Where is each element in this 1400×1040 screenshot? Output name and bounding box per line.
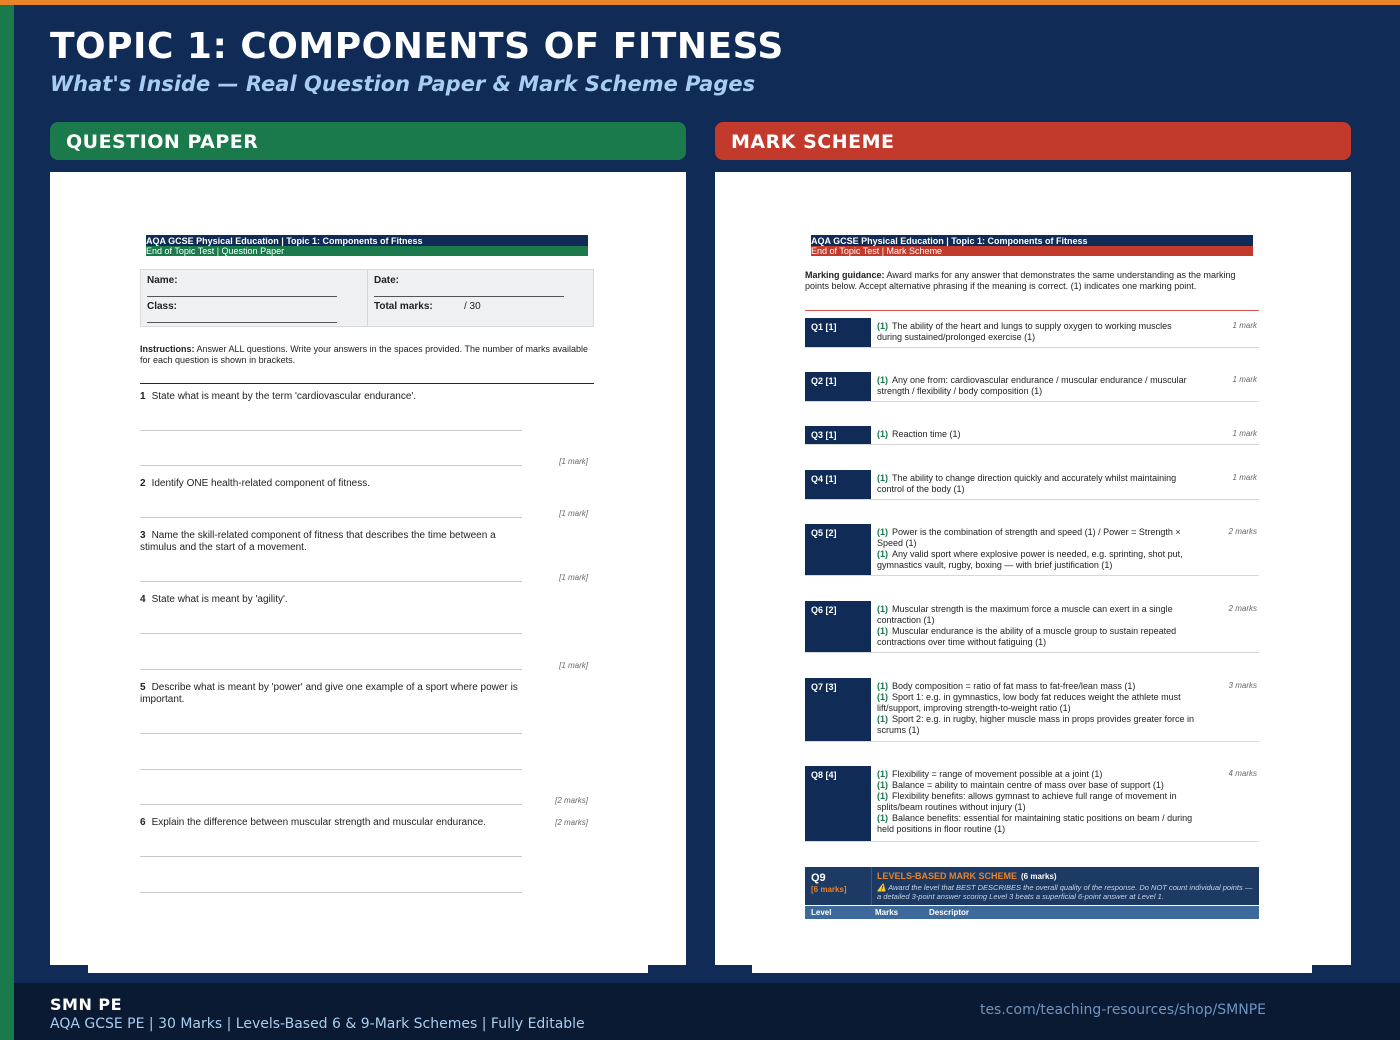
- question-text: Identify ONE health-related component of fitness.: [151, 478, 371, 489]
- ms-doc-title: AQA GCSE Physical Education | Topic 1: Components of Fitness: [811, 235, 1253, 246]
- row-marks: 1 mark: [1232, 473, 1257, 482]
- answer-line[interactable]: [140, 892, 522, 893]
- question-number: 4: [140, 594, 146, 605]
- question-marks: [1 mark]: [559, 573, 588, 582]
- mark-indicator: (1): [877, 626, 888, 636]
- mark-indicator: (1): [877, 527, 888, 537]
- row-marks: 2 marks: [1228, 604, 1257, 613]
- question-cell: Q2 [1]: [805, 372, 871, 401]
- mark-scheme-row-q3: [805, 426, 1259, 445]
- name-label: Name:: [147, 275, 178, 286]
- mark-indicator: (1): [877, 692, 888, 702]
- levels-note: ⚠️ Award the level that BEST DESCRIBES the overall quality of the response. Do NOT count individual points — a detailed 3-point answer scoring Level 3 beats a superficial 6-point answer at Level 1.: [877, 883, 1253, 901]
- point-text: The ability to change direction quickly and accurately whilst maintaining control of the body (1): [877, 473, 1177, 494]
- levels-table-header: [805, 906, 1259, 919]
- page-title: TOPIC 1: COMPONENTS OF FITNESS: [50, 26, 784, 67]
- mark-scheme-header: MARK SCHEME: [715, 122, 1351, 160]
- question-text: Describe what is meant by 'power' and give one example of a sport where power is important.: [140, 682, 518, 705]
- question-text: State what is meant by 'agility'.: [151, 594, 288, 605]
- marking-point: [877, 769, 1199, 780]
- levels-title: [877, 871, 1057, 881]
- marking-point: [877, 321, 1199, 343]
- answer-line[interactable]: [140, 517, 522, 518]
- point-text: Flexibility benefits: allows gymnast to achieve full range of movement in splits/beam routines without injury (1): [877, 791, 1177, 812]
- footer-bar: [14, 983, 1400, 1040]
- total-marks-value: / 30: [464, 301, 481, 312]
- class-field[interactable]: [147, 322, 337, 323]
- levels-based-scheme-q9: [805, 867, 1259, 905]
- question-2: [140, 478, 520, 490]
- info-divider: [367, 270, 368, 327]
- mark-scheme-row-q1: [805, 318, 1259, 348]
- marking-points: [877, 429, 1199, 440]
- question-cell: Q5 [2]: [805, 524, 871, 575]
- question-marks: [2 marks]: [555, 796, 588, 805]
- marking-point: [877, 791, 1199, 813]
- mark-indicator: (1): [877, 375, 888, 385]
- page-subtitle: What's Inside — Real Question Paper & Mark Scheme Pages: [50, 72, 756, 96]
- marking-point: [877, 549, 1199, 571]
- marking-points: [877, 681, 1199, 736]
- question-number: 2: [140, 478, 146, 489]
- question-paper-page: [50, 172, 686, 965]
- mark-indicator: (1): [877, 681, 888, 691]
- marking-points: [877, 321, 1199, 343]
- point-text: Reaction time (1): [892, 429, 961, 439]
- qp-doc-title: AQA GCSE Physical Education | Topic 1: Components of Fitness: [146, 235, 588, 246]
- mark-indicator: (1): [877, 791, 888, 801]
- question-marks: [1 mark]: [559, 457, 588, 466]
- footer-tagline: AQA GCSE PE | 30 Marks | Levels-Based 6 & 9-Mark Schemes | Fully Editable: [50, 1016, 585, 1032]
- point-text: Any one from: cardiovascular endurance / muscular endurance / muscular strength / flexibility / body composition (1): [877, 375, 1187, 396]
- marking-points: [877, 527, 1199, 571]
- question-number: 6: [140, 817, 146, 828]
- qp-document-header: [146, 235, 588, 256]
- row-marks: 1 mark: [1232, 321, 1257, 330]
- mark-indicator: (1): [877, 604, 888, 614]
- mark-scheme-row-q5: [805, 524, 1259, 576]
- point-text: Body composition = ratio of fat mass to fat-free/lean mass (1): [892, 681, 1136, 691]
- brand-name: SMN PE: [50, 995, 123, 1014]
- mark-indicator: (1): [877, 473, 888, 483]
- point-text: Sport 2: e.g. in rugby, higher muscle mass in props provides greater force in scrums (1): [877, 714, 1194, 735]
- instructions-label: Instructions:: [140, 344, 195, 354]
- answer-line[interactable]: [140, 633, 522, 634]
- answer-line[interactable]: [140, 804, 522, 805]
- point-text: Power is the combination of strength and speed (1) / Power = Strength × Speed (1): [877, 527, 1181, 548]
- point-text: Sport 1: e.g. in gymnastics, low body fat reduces weight the athlete must lift/support, improving strength-to-weight ratio (1): [877, 692, 1181, 713]
- answer-line[interactable]: [140, 733, 522, 734]
- question-number: 3: [140, 530, 146, 541]
- ms-doc-subtitle: End of Topic Test | Mark Scheme: [811, 246, 1253, 256]
- date-field[interactable]: [374, 296, 564, 297]
- mark-indicator: (1): [877, 813, 888, 823]
- point-text: Flexibility = range of movement possible at a joint (1): [892, 769, 1103, 779]
- mark-indicator: (1): [877, 321, 888, 331]
- marking-point: [877, 714, 1199, 736]
- name-field[interactable]: [147, 296, 337, 297]
- mark-indicator: (1): [877, 780, 888, 790]
- marking-point: [877, 473, 1199, 495]
- question-cell: Q3 [1]: [805, 426, 871, 444]
- q9-divider: [871, 867, 872, 905]
- question-marks: [1 mark]: [559, 509, 588, 518]
- levels-title-marks: (6 marks): [1021, 872, 1057, 881]
- row-marks: 2 marks: [1228, 527, 1257, 536]
- marking-point: [877, 604, 1199, 626]
- mark-scheme-row-q4: [805, 470, 1259, 500]
- mark-scheme-row-q2: [805, 372, 1259, 402]
- question-cell: Q6 [2]: [805, 601, 871, 652]
- section-divider: [805, 310, 1259, 311]
- mark-scheme-row-q7: [805, 678, 1259, 742]
- col-level: Level: [811, 908, 832, 917]
- answer-line[interactable]: [140, 669, 522, 670]
- answer-line[interactable]: [140, 430, 522, 431]
- point-text: The ability of the heart and lungs to supply oxygen to working muscles during sustained/prolonged exercise (1): [877, 321, 1172, 342]
- mark-scheme-row-q6: [805, 601, 1259, 653]
- question-cell: Q4 [1]: [805, 470, 871, 499]
- marking-point: [877, 626, 1199, 648]
- guidance-label: Marking guidance:: [805, 270, 885, 280]
- point-text: Balance = ability to maintain centre of mass over base of support (1): [892, 780, 1164, 790]
- point-text: Muscular strength is the maximum force a muscle can exert in a single contraction (1): [877, 604, 1173, 625]
- question-marks: [2 marks]: [555, 818, 588, 827]
- question-text: State what is meant by the term 'cardiovascular endurance'.: [151, 391, 417, 402]
- total-marks-label: Total marks:: [374, 301, 433, 312]
- question-number: 5: [140, 682, 146, 693]
- marking-point: [877, 375, 1199, 397]
- side-accent-stripe: [0, 5, 14, 1040]
- qp-doc-subtitle: End of Topic Test | Question Paper: [146, 246, 588, 256]
- marking-points: [877, 769, 1199, 835]
- answer-line[interactable]: [140, 581, 522, 582]
- marking-point: [877, 692, 1199, 714]
- q9-number: Q9: [811, 872, 826, 884]
- mark-scheme-row-q8: [805, 766, 1259, 842]
- marking-point: [877, 681, 1199, 692]
- point-text: Muscular endurance is the ability of a muscle group to sustain repeated contractions over time without fatiguing (1): [877, 626, 1177, 647]
- row-marks: 1 mark: [1232, 429, 1257, 438]
- question-text: Explain the difference between muscular strength and muscular endurance.: [151, 817, 487, 828]
- row-marks: 1 mark: [1232, 375, 1257, 384]
- student-info-box: [140, 269, 594, 327]
- col-descriptor: Descriptor: [929, 908, 970, 917]
- question-marks: [1 mark]: [559, 661, 588, 670]
- question-cell: Q8 [4]: [805, 766, 871, 841]
- marking-points: [877, 604, 1199, 648]
- question-5: [140, 682, 520, 706]
- question-cell: Q1 [1]: [805, 318, 871, 347]
- marking-point: [877, 813, 1199, 835]
- mark-indicator: (1): [877, 769, 888, 779]
- col-marks: Marks: [875, 908, 899, 917]
- section-divider: [140, 383, 594, 384]
- question-text: Name the skill-related component of fitness that describes the time between a stimulus and the start of a movement.: [140, 530, 496, 553]
- top-accent-stripe: [0, 0, 1400, 5]
- answer-line[interactable]: [140, 856, 522, 857]
- question-3: [140, 530, 520, 554]
- marking-guidance: [805, 270, 1261, 292]
- ms-document-header: [811, 235, 1253, 256]
- mark-indicator: (1): [877, 429, 888, 439]
- mark-scheme-page: [715, 172, 1351, 965]
- class-label: Class:: [147, 301, 178, 312]
- answer-line[interactable]: [140, 769, 522, 770]
- answer-line[interactable]: [140, 465, 522, 466]
- marking-points: [877, 375, 1199, 397]
- question-1: [140, 391, 520, 403]
- guidance-text: Award marks for any answer that demonstrates the same understanding as the marking points below. Accept alternative phrasing if the meaning is correct. (1) indicates one marking point.: [805, 270, 1236, 291]
- point-text: Any valid sport where explosive power is needed, e.g. sprinting, shot put, gymnastics vault, rugby, boxing — with brief justification (1): [877, 549, 1183, 570]
- q9-marks: [6 marks]: [811, 885, 847, 894]
- shop-link[interactable]: tes.com/teaching-resources/shop/SMNPE: [979, 1002, 1266, 1018]
- date-label: Date:: [374, 275, 400, 286]
- instructions: [140, 344, 590, 366]
- row-marks: 4 marks: [1228, 769, 1257, 778]
- marking-point: [877, 429, 1199, 440]
- row-marks: 3 marks: [1228, 681, 1257, 690]
- question-cell: Q7 [3]: [805, 678, 871, 741]
- point-text: Balance benefits: essential for maintaining static positions on beam / during held positions in floor routine (1): [877, 813, 1193, 834]
- question-4: [140, 594, 520, 606]
- mark-indicator: (1): [877, 549, 888, 559]
- question-6: [140, 817, 520, 829]
- marking-points: [877, 473, 1199, 495]
- marking-point: [877, 527, 1199, 549]
- mark-indicator: (1): [877, 714, 888, 724]
- question-number: 1: [140, 391, 146, 402]
- question-paper-header: QUESTION PAPER: [50, 122, 686, 160]
- marking-point: [877, 780, 1199, 791]
- levels-title-text: LEVELS-BASED MARK SCHEME: [877, 871, 1018, 881]
- instructions-text: Answer ALL questions. Write your answers in the spaces provided. The number of marks available for each question is shown in brackets.: [140, 344, 589, 365]
